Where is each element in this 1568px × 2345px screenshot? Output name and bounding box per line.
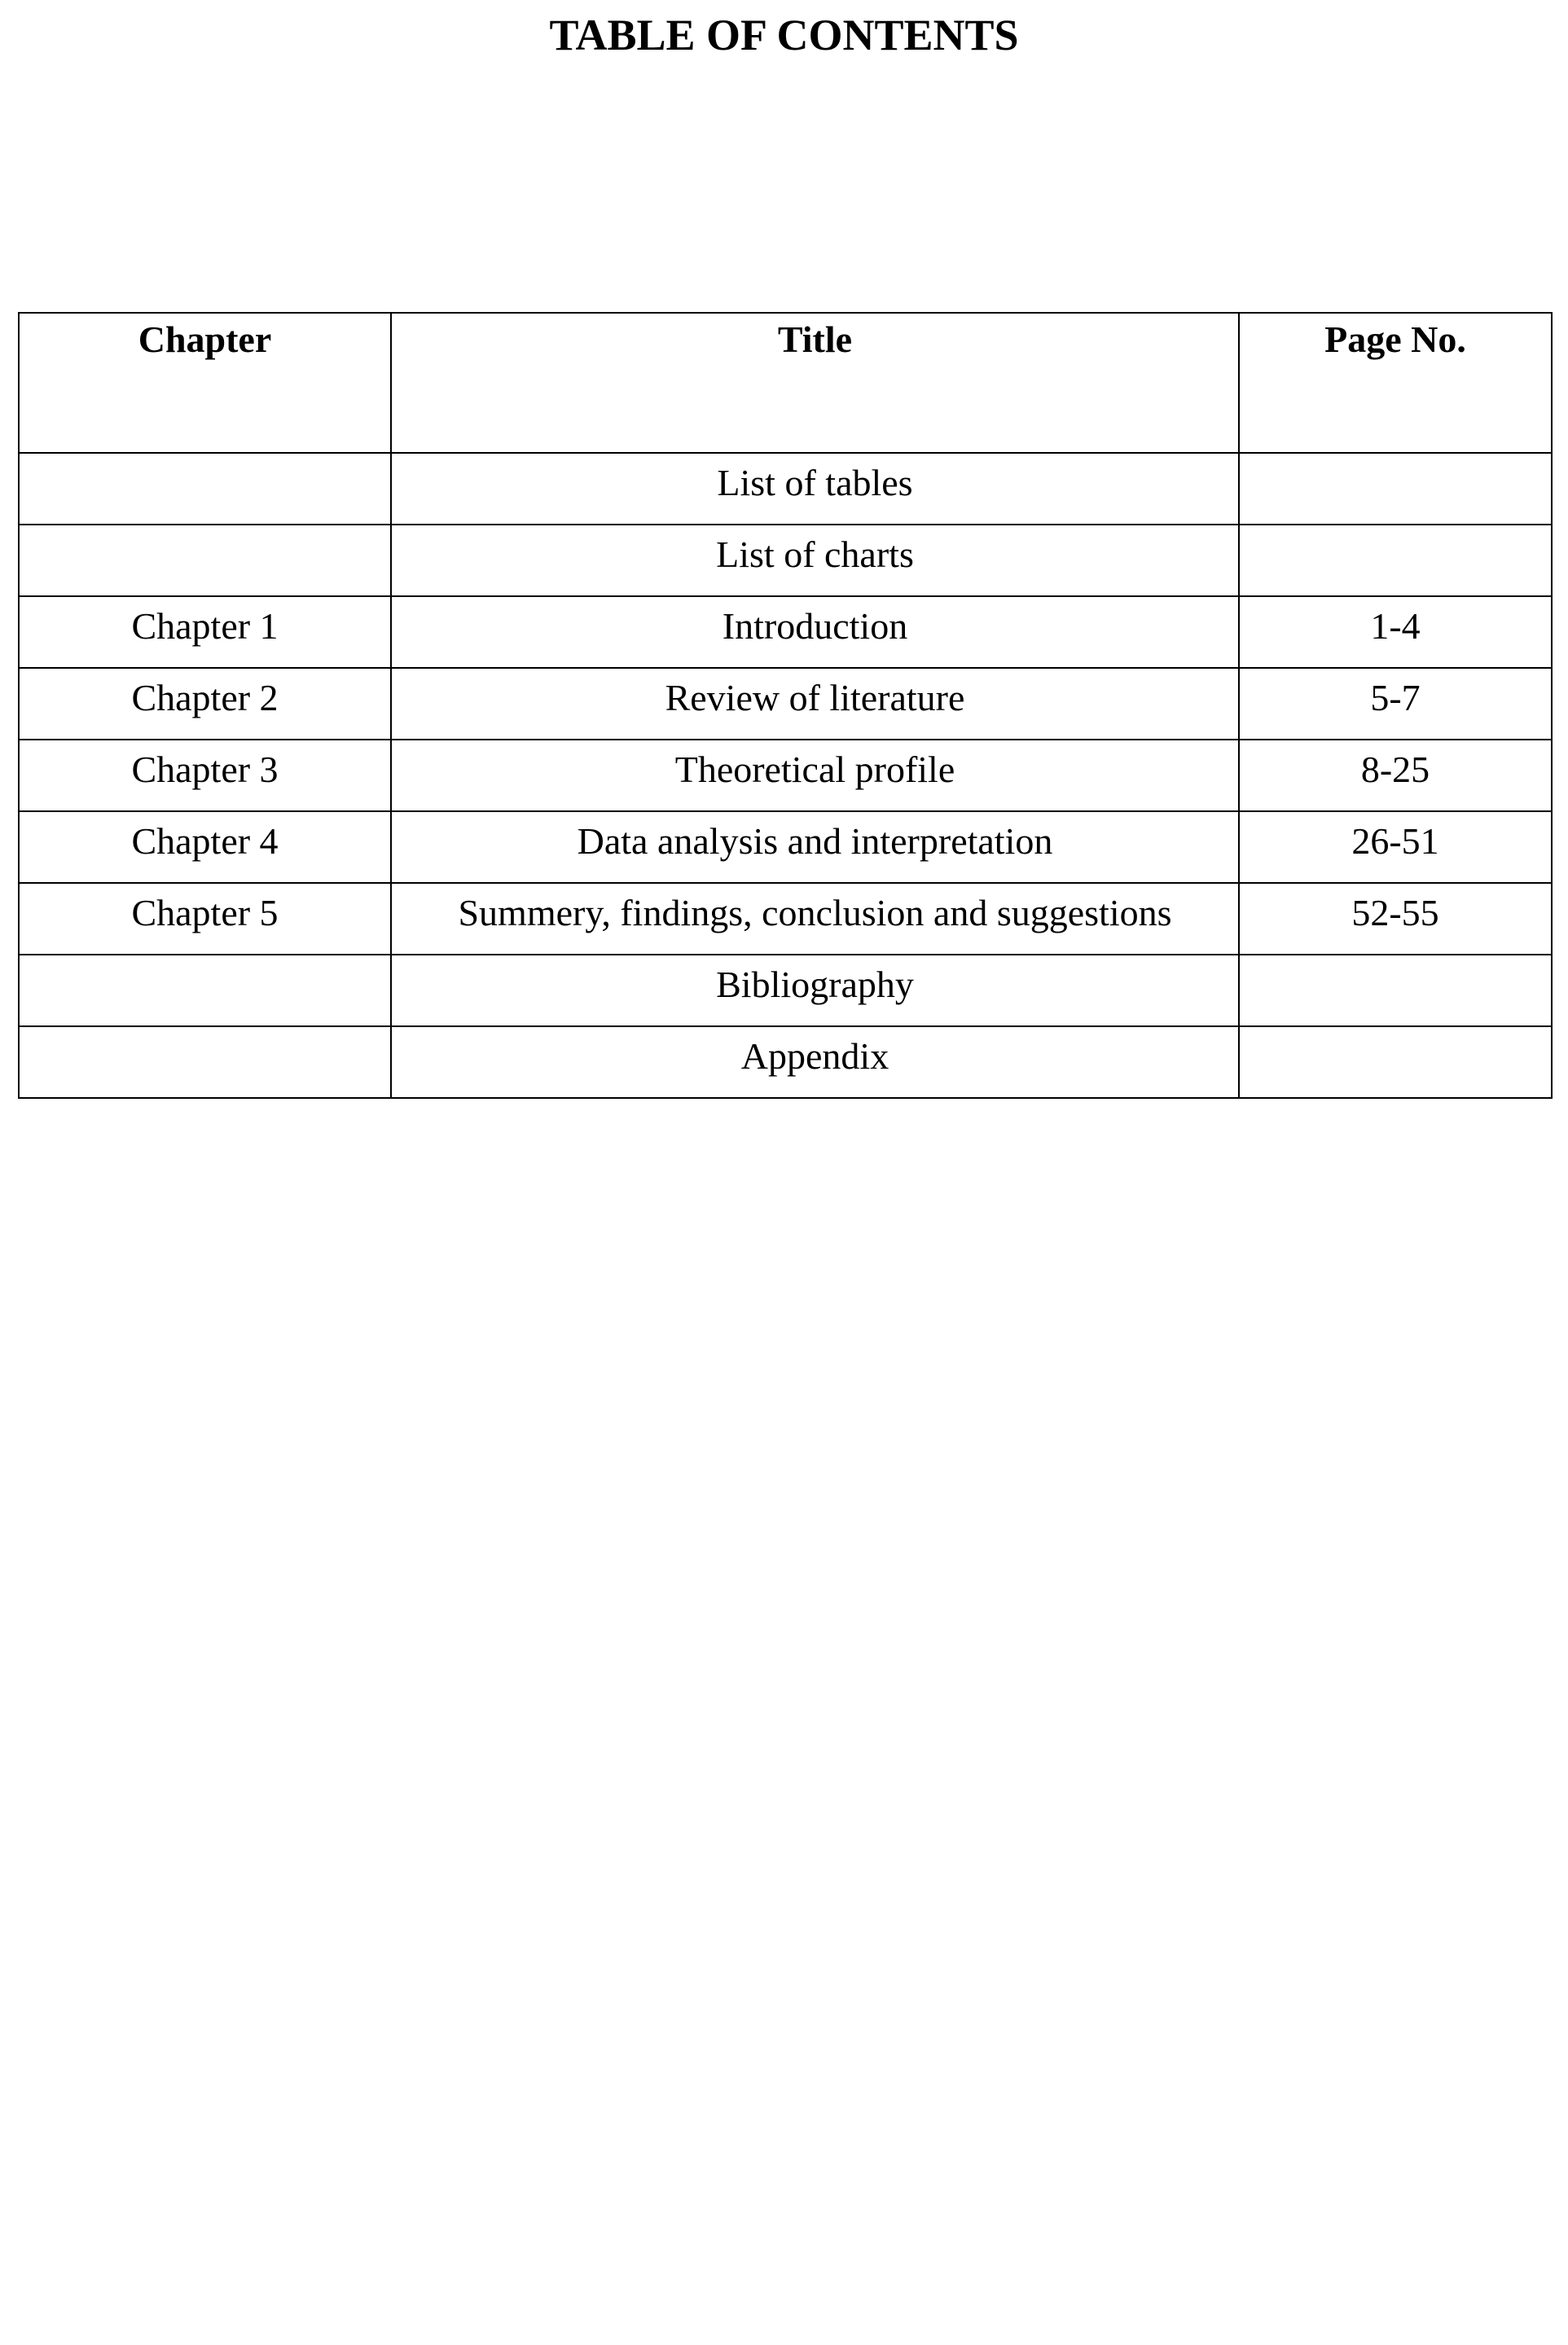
cell-title: Data analysis and interpretation [391, 811, 1239, 883]
cell-chapter [19, 1026, 391, 1098]
header-title: Title [391, 313, 1239, 453]
page-title: TABLE OF CONTENTS [549, 11, 1019, 59]
table-row [19, 811, 1552, 883]
cell-chapter: Chapter 5 [19, 883, 391, 955]
table-row [19, 453, 1552, 525]
cell-title: Summery, findings, conclusion and suggestions [391, 883, 1239, 955]
cell-chapter [19, 525, 391, 596]
header-page-no: Page No. [1239, 313, 1552, 453]
cell-page [1239, 453, 1552, 525]
table-row [19, 955, 1552, 1026]
cell-title: Theoretical profile [391, 740, 1239, 811]
table-row [19, 596, 1552, 668]
cell-title: List of charts [391, 525, 1239, 596]
table-row [19, 883, 1552, 955]
table-row [19, 1026, 1552, 1098]
cell-chapter [19, 453, 391, 525]
cell-page: 1-4 [1239, 596, 1552, 668]
cell-title: Review of literature [391, 668, 1239, 740]
cell-page: 8-25 [1239, 740, 1552, 811]
cell-page [1239, 955, 1552, 1026]
cell-chapter [19, 955, 391, 1026]
table-header-row [19, 313, 1552, 453]
table-row [19, 740, 1552, 811]
contents-table [18, 312, 1553, 1099]
cell-title: Appendix [391, 1026, 1239, 1098]
cell-page [1239, 525, 1552, 596]
cell-title: Bibliography [391, 955, 1239, 1026]
cell-title: List of tables [391, 453, 1239, 525]
cell-chapter: Chapter 2 [19, 668, 391, 740]
cell-page [1239, 1026, 1552, 1098]
cell-chapter: Chapter 4 [19, 811, 391, 883]
cell-title: Introduction [391, 596, 1239, 668]
table-row [19, 525, 1552, 596]
cell-chapter: Chapter 3 [19, 740, 391, 811]
table-row [19, 668, 1552, 740]
cell-page: 5-7 [1239, 668, 1552, 740]
header-chapter: Chapter [19, 313, 391, 453]
cell-page: 52-55 [1239, 883, 1552, 955]
cell-page: 26-51 [1239, 811, 1552, 883]
cell-chapter: Chapter 1 [19, 596, 391, 668]
